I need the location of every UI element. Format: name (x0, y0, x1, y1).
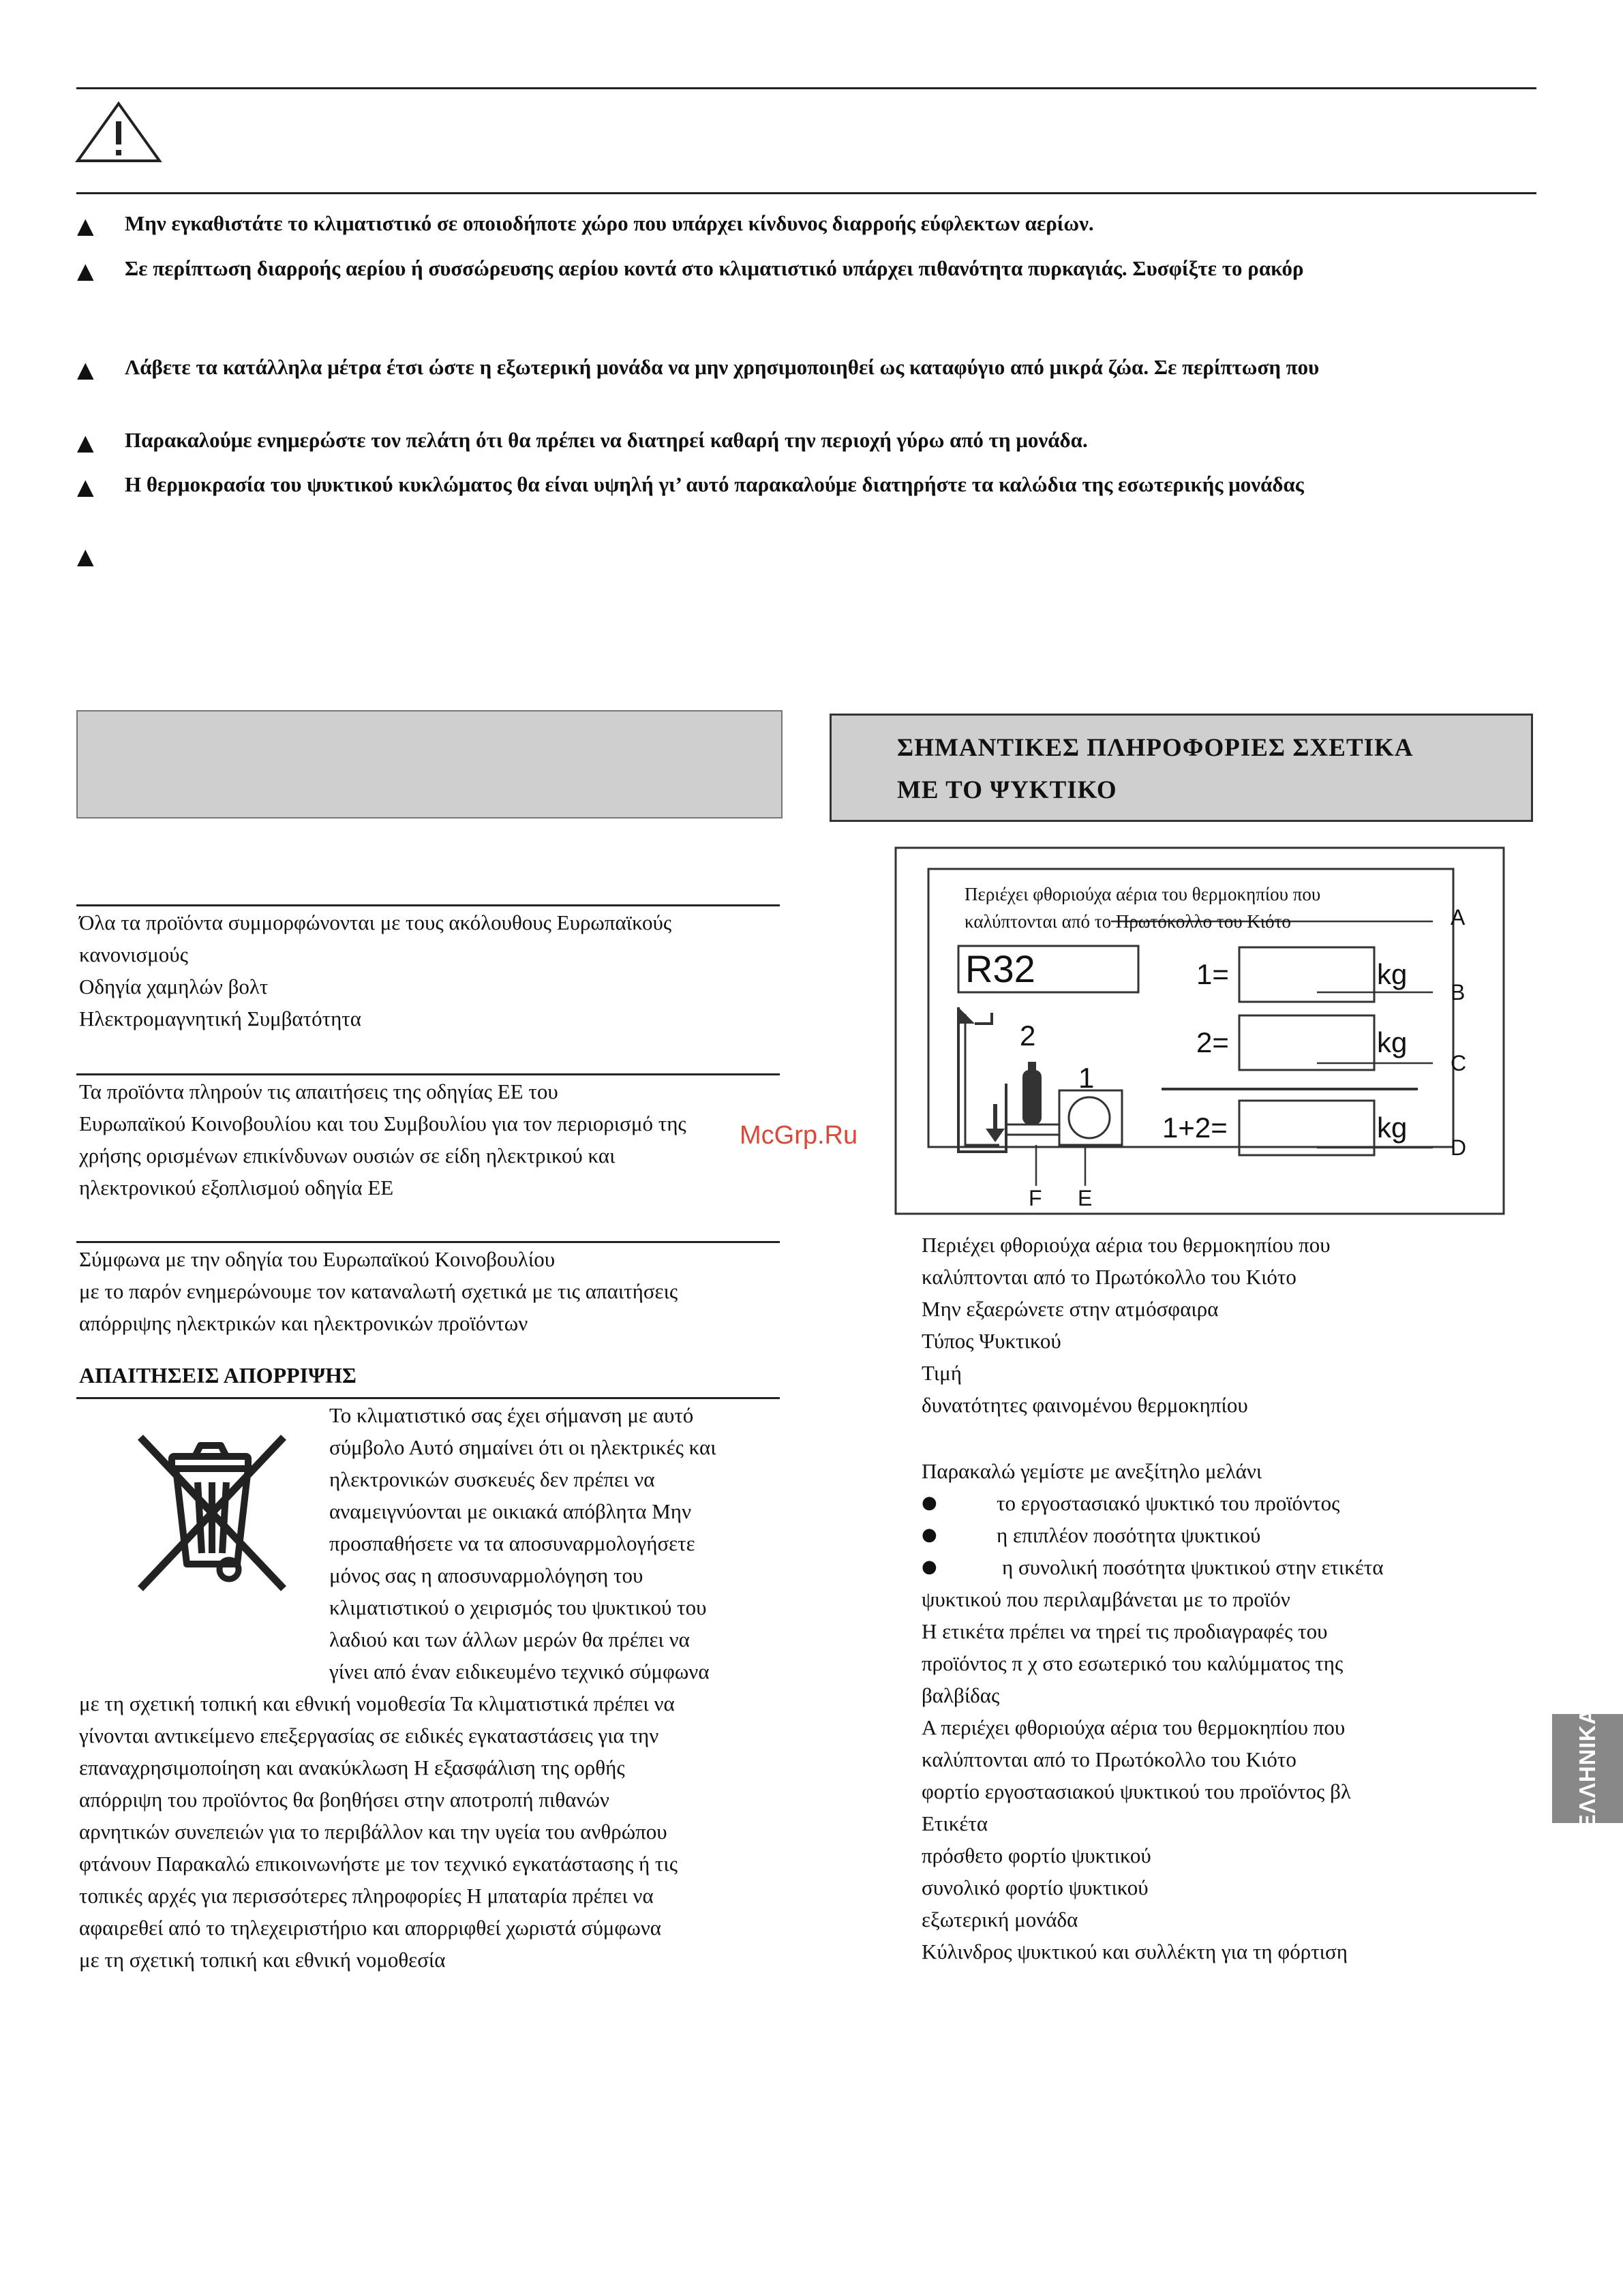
warning-item: Μην εγκαθιστάτε το κλιματιστικό σε οποιοδήποτε χώρο που υπάρχει κίνδυνος διαρροής εύφλεκτων αερίων. (125, 211, 1094, 235)
text-line: προσπαθήσετε να τα αποσυναρμολογήσετε (329, 1531, 695, 1555)
bullet-dot-icon: ● (922, 1493, 937, 1513)
weee-text (79, 1243, 678, 1339)
text-line: τοπικές αρχές για περισσότερες πληροφορίες Η μπαταρία πρέπει να (79, 1884, 654, 1908)
language-tab-label: ΕΛΛΗΝΙΚΑ (1575, 1707, 1600, 1830)
text-line: το εργοστασιακό ψυκτικό του προϊόντος (997, 1491, 1340, 1515)
text-line: γίνει από έναν ειδικευμένο τεχνικό σύμφωνα (329, 1659, 710, 1683)
refrigerant-heading-box (830, 714, 1533, 822)
text-line: επαναχρησιμοποίηση και ανακύκλωση Η εξασφάλιση της ορθής (79, 1756, 625, 1779)
refrigerant-heading-line1: ΣΗΜΑΝΤΙΚΕΣ ΠΛΗΡΟΦΟΡΙΕΣ ΣΧΕΤΙΚΑ (897, 734, 1414, 762)
unit-label: kg (1377, 1026, 1408, 1058)
top-rule (76, 87, 1536, 89)
label-top-text (965, 881, 1320, 935)
warning-bullet-icon: ▲ (77, 356, 94, 382)
text-line: αφαιρεθεί από το τηλεχειριστήριο και απορριφθεί χωριστά σύμφωνα (79, 1916, 661, 1940)
text-line: Ευρωπαϊκού Κοινοβουλίου και του Συμβουλίου για τον περιορισμό της (79, 1112, 686, 1135)
text-line: Παρακαλώ γεμίστε με ανεξίτηλο μελάνι (922, 1459, 1262, 1483)
warning-bullet-icon: ▲ (77, 258, 94, 284)
text-line: Περιέχει φθοριούχα αέρια του θερμοκηπίου που (922, 1233, 1331, 1257)
disposal-heading: ΑΠΑΙΤΗΣΕΙΣ ΑΠΟΡΡΙΨΗΣ (79, 1363, 357, 1388)
text-line: βαλβίδας (922, 1683, 1000, 1707)
row2-label: 2= (1196, 1026, 1229, 1058)
text-line: απόρριψης ηλεκτρικών και ηλεκτρονικών προϊόντων (79, 1311, 528, 1335)
text-line: απόρριψη του προϊόντος θα βοηθήσει στην αποτροπή πιθανών (79, 1788, 609, 1811)
cylinder-number: 2 (1020, 1020, 1036, 1052)
disposal-text-wrapped (329, 1399, 716, 1687)
bullet-dot-icon: ● (922, 1557, 937, 1577)
text-line: δυνατότητες φαινομένου θερμοκηπίου (922, 1393, 1248, 1417)
fill-instructions (922, 1455, 1487, 1968)
text-line: Σύμφωνα με την οδηγία του Ευρωπαϊκού Κοινοβουλίου (79, 1247, 556, 1271)
refrigerant-info-text (922, 1229, 1331, 1421)
refrigerant-type: R32 (965, 947, 1035, 990)
text-line: αρνητικών συνεπειών για το περιβάλλον και την υγεία του ανθρώπου (79, 1820, 667, 1843)
language-tab (1552, 1707, 1623, 1830)
text-line: κανονισμούς (79, 943, 188, 966)
warning-item: Σε περίπτωση διαρροής αερίου ή συσσώρευσης αερίου κοντά στο κλιματιστικό υπάρχει πιθανότητα πυρκαγιάς. Συσφίξτε το ρακόρ (125, 256, 1304, 280)
text-line: Τιμή (922, 1361, 962, 1385)
list-item (922, 1487, 1487, 1519)
text-line: φτάνουν Παρακαλώ επικοινωνήστε με τον τεχνικό εγκατάστασης ή τις (79, 1852, 678, 1876)
text-line: Όλα τα προϊόντα συμμορφώνονται με τους ακόλουθους Ευρωπαϊκούς (79, 910, 672, 934)
text-line: η επιπλέον ποσότητα ψυκτικού (997, 1523, 1261, 1547)
text-line: Η ετικέτα πρέπει να τηρεί τις προδιαγραφές του (922, 1619, 1328, 1643)
bullet-dot-icon: ● (922, 1525, 937, 1545)
unit-label: kg (1377, 958, 1408, 990)
text-line: ηλεκτρονικού εξοπλισμού οδηγία ΕΕ (79, 1176, 394, 1199)
callout-a: A (1451, 905, 1466, 930)
text-line: γίνονται αντικείμενο επεξεργασίας σε ειδικές εγκαταστάσεις για την (79, 1724, 659, 1747)
rohs-text (79, 1075, 686, 1204)
warning-bullet-icon: ▲ (77, 543, 94, 569)
text-line: φορτίο εργοστασιακού ψυκτικού του προϊόντος βλ (922, 1779, 1351, 1803)
text-line: Περιέχει φθοριούχα αέρια του θερμοκηπίου που (965, 884, 1321, 904)
text-line: σύμβολο Αυτό σημαίνει ότι οι ηλεκτρικές και (329, 1435, 716, 1459)
text-line: Το κλιματιστικό σας έχει σήμανση με αυτό (329, 1403, 694, 1427)
text-line: πρόσθετο φορτίο ψυκτικού (922, 1843, 1151, 1867)
text-line: καλύπτονται από το Πρωτόκολλο του Κιότο (922, 1265, 1296, 1289)
warning-triangle-icon (75, 101, 162, 164)
text-line: Οδηγία χαμηλών βολτ (79, 975, 269, 998)
text-line: καλύπτονται από το Πρωτόκολλο του Κιότο (965, 911, 1291, 932)
text-line: ηλεκτρονικών συσκευές δεν πρέπει να (329, 1467, 655, 1491)
text-line: η συνολική ποσότητα ψυκτικού στην ετικέτα (1002, 1555, 1384, 1579)
callout-e: E (1078, 1186, 1093, 1210)
warning-bullet-icon: ▲ (77, 474, 94, 500)
unit-number: 1 (1078, 1062, 1095, 1094)
text-line: με τη σχετική τοπική και εθνική νομοθεσία Τα κλιματιστικά πρέπει να (79, 1692, 675, 1715)
text-line: καλύπτονται από το Πρωτόκολλο του Κιότο (922, 1747, 1296, 1771)
text-line: Ετικέτα (922, 1811, 988, 1835)
refrigerant-label-diagram (893, 845, 1506, 1216)
text-line: κλιματιστικού ο χειρισμός του ψυκτικού του (329, 1595, 707, 1619)
eu-regulations-text (79, 906, 671, 1035)
text-line: συνολικό φορτίο ψυκτικού (922, 1876, 1149, 1899)
callout-d: D (1451, 1135, 1467, 1160)
text-line: λαδιού και των άλλων μερών θα πρέπει να (329, 1627, 690, 1651)
warning-item: Η θερμοκρασία του ψυκτικού κυκλώματος θα είναι υψηλή γι’ αυτό παρακαλούμε διατηρήστε τα καλώδια της εσωτερικής μονάδας (125, 472, 1304, 496)
disposal-text-full (79, 1687, 678, 1976)
text-line: Α περιέχει φθοριούχα αέρια του θερμοκηπίου που (922, 1715, 1346, 1739)
warning-header-rule (76, 192, 1536, 194)
unit-label: kg (1377, 1112, 1408, 1144)
callout-b: B (1451, 980, 1466, 1005)
text-line: Τύπος Ψυκτικού (922, 1329, 1061, 1353)
text-line: Τα προϊόντα πληρούν τις απαιτήσεις της οδηγίας ΕΕ του (79, 1080, 558, 1103)
crossed-out-bin-icon (127, 1428, 297, 1598)
text-line: αναμειγνύονται με οικιακά απόβλητα Μην (329, 1499, 691, 1523)
text-line: Ηλεκτρομαγνητική Συμβατότητα (79, 1007, 362, 1030)
refrigerant-heading-line2: ΜΕ ΤΟ ΨΥΚΤΙΚΟ (897, 776, 1117, 804)
warning-bullet-icon: ▲ (77, 213, 94, 239)
text-line: Μην εξαερώνετε στην ατμόσφαιρα (922, 1297, 1219, 1321)
list-item (922, 1519, 1487, 1551)
text-line: χρήσης ορισμένων επικίνδυνων ουσιών σε είδη ηλεκτρικού και (79, 1144, 616, 1167)
text-line: μόνος σας η αποσυναρμολόγηση του (329, 1563, 643, 1587)
text-line: εξωτερική μονάδα (922, 1908, 1078, 1931)
text-line: ψυκτικού που περιλαμβάνεται με το προϊόν (922, 1587, 1290, 1611)
watermark: McGrp.Ru (740, 1121, 858, 1150)
text-line: με το παρόν ενημερώνουμε τον καταναλωτή σχετικά με τις απαιτήσεις (79, 1279, 678, 1303)
callout-f: F (1029, 1186, 1042, 1210)
row1-label: 1= (1196, 958, 1229, 990)
warning-item: Λάβετε τα κατάλληλα μέτρα έτσι ώστε η εξωτερική μονάδα να μην χρησιμοποιηθεί ως καταφύγιο από μικρά ζώα. Σε περίπτωση που (125, 355, 1320, 379)
left-section-heading-box (76, 710, 783, 818)
warning-bullet-icon: ▲ (77, 429, 94, 455)
text-line: με τη σχετική τοπική και εθνική νομοθεσία (79, 1948, 446, 1972)
text-line: Κύλινδρος ψυκτικού και συλλέκτη για τη φόρτιση (922, 1940, 1348, 1963)
row3-label: 1+2= (1162, 1112, 1228, 1144)
warning-item: Παρακαλούμε ενημερώστε τον πελάτη ότι θα πρέπει να διατηρεί καθαρή την περιοχή γύρω από τη μονάδα. (125, 428, 1088, 452)
list-item (922, 1551, 1487, 1583)
callout-c: C (1451, 1051, 1467, 1075)
text-line: προϊόντος π χ στο εσωτερικό του καλύμματος της (922, 1651, 1344, 1675)
